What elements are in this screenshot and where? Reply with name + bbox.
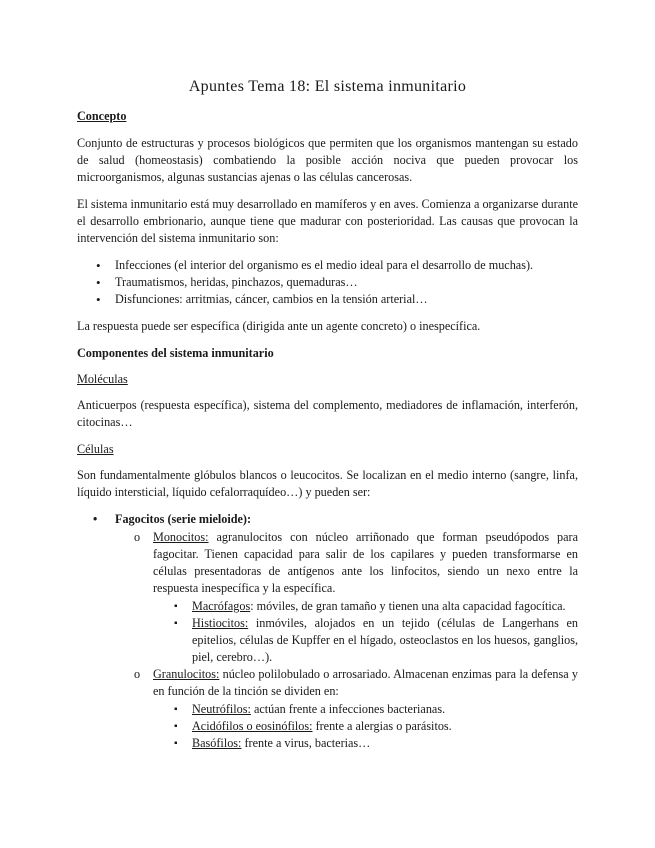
- basofilos-term: Basófilos:: [192, 736, 242, 750]
- histiocitos-item: [77, 615, 578, 666]
- circle-bullet-icon: o: [134, 667, 141, 681]
- histiocitos-text: inmóviles, alojados en un tejido (células de Langerhans en epitelios, células de Kupffer en el hígado, osteoclastos en los huesos, ganglios, piel, cerebro…).: [192, 616, 578, 664]
- concepto-heading: Concepto: [77, 109, 127, 123]
- list-item: • Traumatismos, heridas, pinchazos, quemaduras…: [77, 274, 578, 291]
- moleculas-heading: Moléculas: [77, 372, 128, 386]
- histiocitos-term: Histiocitos:: [192, 616, 249, 630]
- list-item: • Disfunciones: arritmias, cáncer, cambios en la tensión arterial…: [77, 291, 578, 308]
- granulocitos-term: Granulocitos:: [153, 667, 220, 681]
- moleculas-paragraph: Anticuerpos (respuesta específica), sistema del complemento, mediadores de inflamación, interferón, citocinas…: [77, 398, 578, 429]
- list-item: • Infecciones (el interior del organismo es el medio ideal para el desarrollo de muchas).: [77, 257, 578, 274]
- acidofilos-text: frente a alergias o parásitos.: [312, 719, 452, 733]
- granulocitos-text: núcleo polilobulado o arrosariado. Almacenan enzimas para la defensa y en función de la tinción se dividen en:: [153, 667, 578, 698]
- page-title: Apuntes Tema 18: El sistema inmunitario: [188, 78, 467, 95]
- macrofagos-text: : móviles, de gran tamaño y tienen una alta capacidad fagocítica.: [250, 599, 566, 613]
- fagocitos-item: • Fagocitos (serie mieloide):: [77, 511, 578, 528]
- neutrofilos-text: actúan frente a infecciones bacterianas.: [250, 702, 446, 716]
- neutrofilos-item: [77, 701, 578, 718]
- celulas-paragraph: Son fundamentalmente glóbulos blancos o leucocitos. Se localizan en el medio interno (sangre, linfa, líquido intersticial, líquido cefalorraquídeo…) y pueden ser:: [77, 468, 578, 499]
- monocitos-term: Monocitos:: [153, 530, 209, 544]
- neutrofilos-term: Neutrófilos:: [192, 702, 251, 716]
- document-body: [77, 108, 578, 752]
- acidofilos-term: Acidófilos o eosinófilos:: [192, 719, 313, 733]
- celulas-heading: Células: [77, 442, 114, 456]
- componentes-heading: Componentes del sistema inmunitario: [77, 346, 274, 360]
- concepto-paragraph: Conjunto de estructuras y procesos biológicos que permiten que los organismos mantengan su estado de salud (homeostasis) combatiendo la posible acción nociva que pueden provocar los microorganismos, algunas sustancias ajenas o las células cancerosas.: [77, 136, 578, 184]
- granulocitos-item: [77, 666, 578, 700]
- circle-bullet-icon: o: [134, 530, 141, 544]
- basofilos-item: [77, 735, 578, 752]
- macrofagos-term: Macrófagos: [192, 599, 251, 613]
- basofilos-text: frente a virus, bacterias…: [241, 736, 371, 750]
- monocitos-text: agranulocitos con núcleo arriñonado que forman pseudópodos para fagocitar. Tienen capacidad para salir de los capilares y pueden transformarse en células presentadoras de antígenos ante los linfocitos, siendo un nexo entre la respuesta inespecífica y la específica.: [153, 530, 578, 595]
- acidofilos-item: [77, 718, 578, 735]
- sistema-paragraph: El sistema inmunitario está muy desarrollado en mamíferos y en aves. Comienza a organizarse durante el desarrollo embrionario, aunque tiene que madurar con posterioridad. Las causas que provocan la intervención del sistema inmunitario son:: [77, 197, 578, 245]
- respuesta-paragraph: La respuesta puede ser específica (dirigida ante un agente concreto) o inespecífica.: [77, 319, 481, 333]
- causes-list: [77, 257, 578, 308]
- macrofagos-item: [77, 598, 578, 615]
- monocitos-item: [77, 529, 578, 597]
